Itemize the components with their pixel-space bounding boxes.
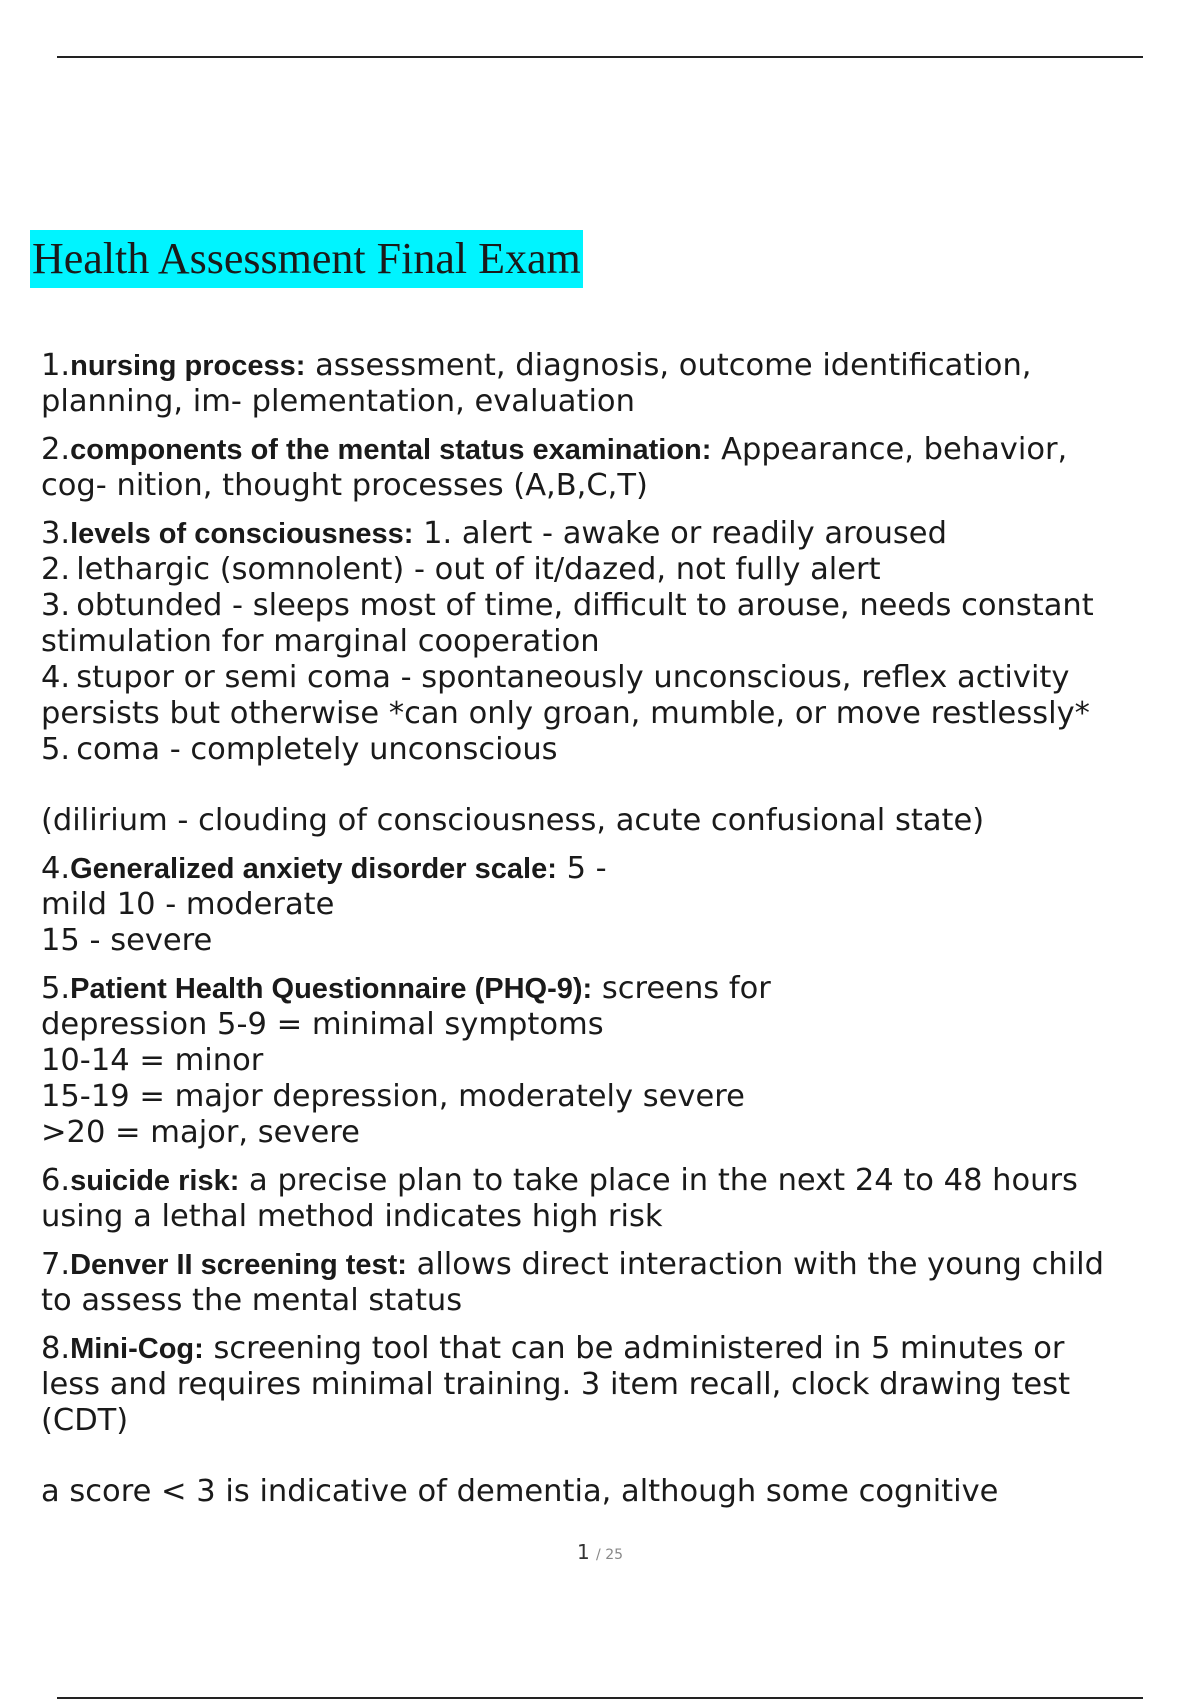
item-number: 4. xyxy=(41,851,71,886)
item-line xyxy=(41,1247,1181,1283)
item-term: Generalized anxiety disorder scale: xyxy=(70,853,557,885)
item-number: 2. xyxy=(41,432,71,467)
item-line xyxy=(41,1403,1181,1439)
item-text: 3. obtunded - sleeps most of time, difficult to arouse, needs constant xyxy=(41,588,1094,623)
blank-line xyxy=(41,1439,1181,1474)
item-text: screening tool that can be administered in 5 minutes or xyxy=(203,1331,1065,1366)
item-term: levels of consciousness: xyxy=(70,518,414,550)
item-line xyxy=(41,1043,1181,1079)
item-text: a precise plan to take place in the next 24 to 48 hours xyxy=(239,1163,1078,1198)
item-text: a score < 3 is indicative of dementia, although some cognitive xyxy=(41,1474,999,1509)
item-text: mild 10 - moderate xyxy=(41,887,335,922)
list-item xyxy=(41,1247,1181,1319)
item-line xyxy=(41,624,1181,660)
item-line xyxy=(41,1199,1181,1235)
item-text: assessment, diagnosis, outcome identification, xyxy=(305,348,1032,383)
item-text: stimulation for marginal cooperation xyxy=(41,624,600,659)
item-text: persists but otherwise *can only groan, mumble, or move restlessly* xyxy=(41,696,1090,731)
item-text: planning, im- plementation, evaluation xyxy=(41,384,635,419)
item-line xyxy=(41,660,1181,696)
item-number: 6. xyxy=(41,1163,71,1198)
item-number: 7. xyxy=(41,1247,71,1282)
item-line xyxy=(41,516,1181,552)
item-line xyxy=(41,384,1181,420)
item-text: less and requires minimal training. 3 item recall, clock drawing test xyxy=(41,1367,1071,1402)
item-line xyxy=(41,1079,1181,1115)
item-text: using a lethal method indicates high risk xyxy=(41,1199,663,1234)
list-item xyxy=(41,1163,1181,1235)
item-line xyxy=(41,1367,1181,1403)
item-line xyxy=(41,1115,1181,1151)
item-text: 1. alert - awake or readily aroused xyxy=(413,516,947,551)
blank-line xyxy=(41,768,1181,803)
top-rule xyxy=(57,56,1143,58)
item-line xyxy=(41,348,1181,384)
item-text: to assess the mental status xyxy=(41,1283,463,1318)
item-text: 2. lethargic (somnolent) - out of it/dazed, not fully alert xyxy=(41,552,881,587)
item-number: 3. xyxy=(41,516,71,551)
item-line xyxy=(41,552,1181,588)
item-term: Mini-Cog: xyxy=(70,1333,204,1365)
item-text: cog- nition, thought processes (A,B,C,T) xyxy=(41,468,648,503)
page-total: / 25 xyxy=(596,1547,624,1563)
item-text: 15 - severe xyxy=(41,923,213,958)
item-number: 5. xyxy=(41,971,71,1006)
item-text: 5 - xyxy=(556,851,607,886)
item-number: 1. xyxy=(41,348,71,383)
item-line xyxy=(41,432,1181,468)
item-term: Patient Health Questionnaire (PHQ-9): xyxy=(70,973,593,1005)
item-line xyxy=(41,468,1181,504)
item-text: 10-14 = minor xyxy=(41,1043,264,1078)
bottom-rule xyxy=(57,1697,1143,1699)
item-number: 8. xyxy=(41,1331,71,1366)
item-term: suicide risk: xyxy=(70,1165,240,1197)
item-text: 15-19 = major depression, moderately severe xyxy=(41,1079,745,1114)
page-number: 1 xyxy=(576,1540,590,1564)
item-line xyxy=(41,923,1181,959)
item-text: Appearance, behavior, xyxy=(711,432,1068,467)
item-term: components of the mental status examination: xyxy=(70,434,712,466)
list-item xyxy=(41,348,1181,420)
list-item xyxy=(41,971,1181,1151)
list-item xyxy=(41,1331,1181,1510)
item-line xyxy=(41,1331,1181,1367)
item-line xyxy=(41,1283,1181,1319)
item-line xyxy=(41,1007,1181,1043)
item-text: allows direct interaction with the young child xyxy=(406,1247,1105,1282)
item-line xyxy=(41,588,1181,624)
item-line xyxy=(41,851,1181,887)
item-line xyxy=(41,696,1181,732)
item-line xyxy=(41,1474,1181,1510)
item-line xyxy=(41,1163,1181,1199)
item-term: Denver II screening test: xyxy=(70,1249,407,1281)
item-text: (dilirium - clouding of consciousness, acute confusional state) xyxy=(41,803,985,838)
list-item xyxy=(41,432,1181,504)
item-text: (CDT) xyxy=(41,1403,129,1438)
item-line xyxy=(41,732,1181,768)
list-item xyxy=(41,851,1181,959)
item-text: screens for xyxy=(592,971,771,1006)
question-list xyxy=(41,348,1181,1522)
page-indicator xyxy=(0,1540,1200,1564)
item-line xyxy=(41,803,1181,839)
item-text: 5. coma - completely unconscious xyxy=(41,732,558,767)
item-line xyxy=(41,971,1181,1007)
item-line xyxy=(41,887,1181,923)
item-text: >20 = major, severe xyxy=(41,1115,360,1150)
item-text: 4. stupor or semi coma - spontaneously unconscious, reflex activity xyxy=(41,660,1070,695)
item-term: nursing process: xyxy=(70,350,306,382)
list-item xyxy=(41,516,1181,839)
item-text: depression 5-9 = minimal symptoms xyxy=(41,1007,604,1042)
page-title: Health Assessment Final Exam xyxy=(30,230,583,288)
